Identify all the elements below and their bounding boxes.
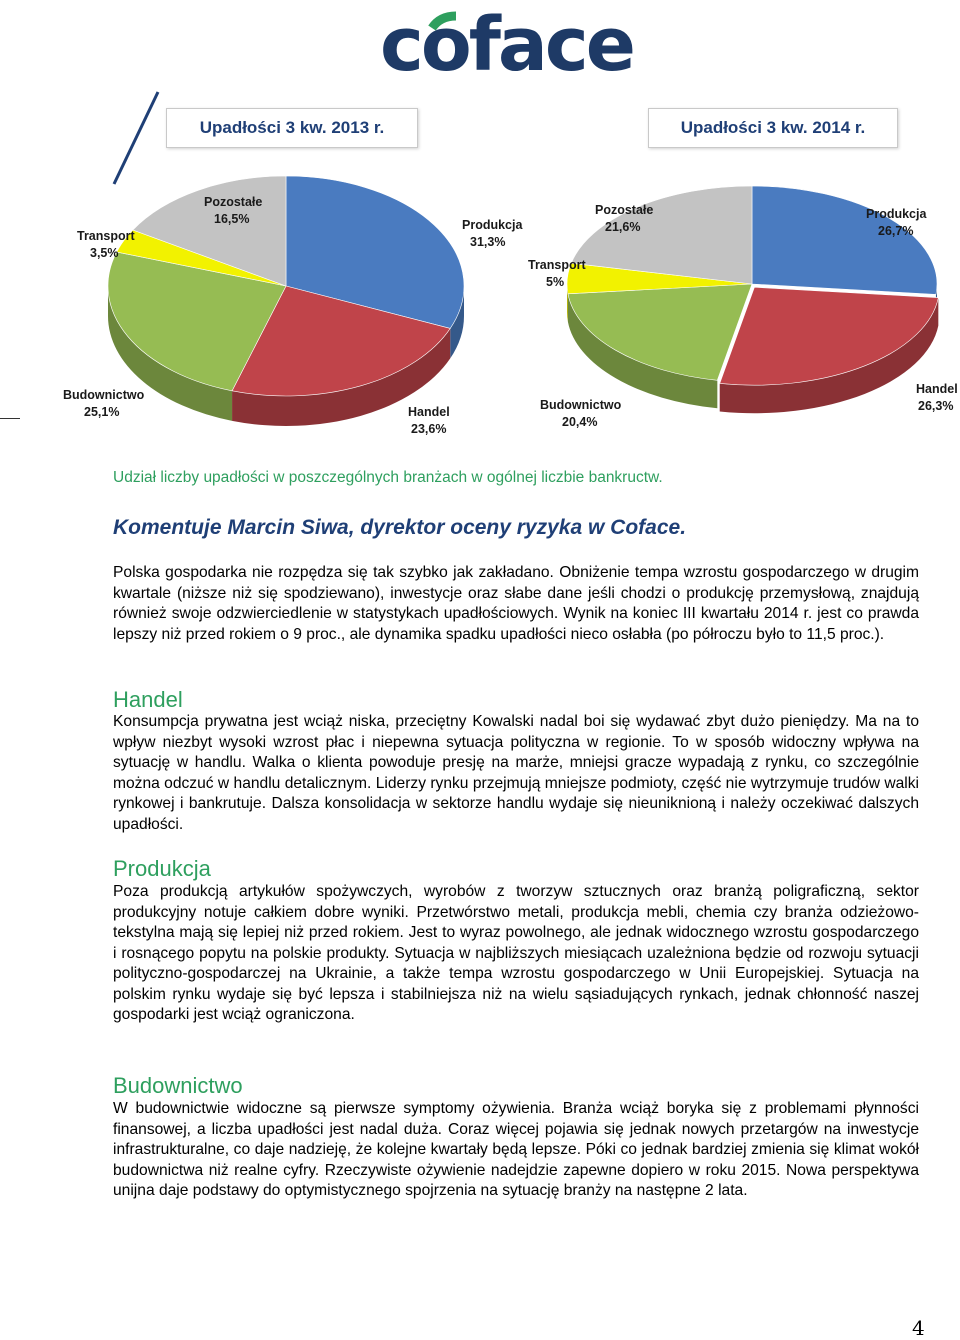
pie-chart-2014: [500, 196, 960, 438]
intro-paragraph: Polska gospodarka nie rozpędza się tak szybko jak zakładano. Obniżenie tempa wzrostu gospodarczego w drugim kwartale (niższe niż się spodziewano), inwestycje oraz słabe dane jeśli chodzi o produkcję przemysłową, znajdują również swoje odzwierciedlenie w statystykach upadłościowych. Wynik na koniec III kwartału 2014 r. jest co prawda lepszy niż przed rokiem o 9 proc., ale dynamika spadku upadłości nieco osłabła (po półroczu było to 11,5 proc.).: [113, 564, 919, 643]
heading-budownictwo: Budownictwo: [113, 1073, 243, 1098]
logo-text: coface: [380, 2, 633, 88]
comment-title: Komentuje Marcin Siwa, dyrektor oceny ryzyka w Coface.: [113, 516, 687, 539]
label-2013-handel-value: 23,6%: [411, 422, 447, 436]
chart-caption: Udział liczby upadłości w poszczególnych branżach w ogólnej liczbie bankructw.: [113, 469, 663, 486]
chart-title-2013: Upadłości 3 kw. 2013 r.: [166, 108, 418, 148]
pie-slice-2014-budownictwo: [568, 284, 752, 380]
label-2013-transport-value: 3,5%: [90, 246, 119, 260]
paragraph-handel: Konsumpcja prywatna jest wciąż niska, przeciętny Kowalski nadal boi się wydawać zbyt dużo pieniędzy. Ma na to wpływ niezbyt wysoki wzrost płac i niepewna sytuacja polityczna w regionie. To w sposób widoczny wpływa na sytuację w handlu. Walka o klienta powoduje presję na marże, mniejsi gracze wypadają z rynku, co szczególnie można odczuć w handlu detalicznym. Liderzy rynku przejmują mniejsze podmioty, część nie wytrzymuje trudów walki rynkowej i bankrutuje. Dalsza konsolidacja w sektorze handlu wydaje się nieuniknioną i należy oczekiwać dalszych upadłości.: [113, 713, 919, 833]
label-2014-handel-value: 26,3%: [918, 399, 954, 413]
label-2014-pozostale-value: 21,6%: [605, 220, 641, 234]
pie-chart-2013: [50, 188, 523, 438]
pie-slice-2014-produkcja: [752, 186, 937, 294]
heading-produkcja: Produkcja: [113, 856, 211, 881]
page-number: 4: [912, 1316, 925, 1340]
paragraph-produkcja: Poza produkcją artykułów spożywczych, wyrobów z tworzyw sztucznych oraz branżą poligraficzną, sektor produkcyjny notuje całkiem dobre wyniki. Przetwórstwo metali, produkcja mebli, chemia czy branża odzieżowo-tekstylna mają się lepiej niż przed rokiem. Jest to wyraz powolnego, ale jednak widocznego wzrostu gospodarczego i rosnącego popytu na polskie produkty. Sytuacja w najbliższych miesiącach uzależniona będzie od rozwoju sytuacji polityczno-gospodarczej na Ukrainie, a także tempa wzrostu gospodarczego w Unii Europejskiej. Sytuacja na polskim rynku wydaje się być lepsza i stabilniejsza niż na wielu sąsiadujących rynkach, jednak chłonność naszej gospodarki jest wciąż ograniczona.: [113, 883, 919, 1023]
label-2014-transport-value: 5%: [546, 275, 565, 289]
label-2014-budownictwo-name: Budownictwo: [540, 398, 622, 412]
label-2014-budownictwo-value: 20,4%: [562, 415, 598, 429]
label-2014-handel-name: Handel: [916, 382, 958, 396]
label-2013-pozostale-name: Pozostałe: [204, 195, 263, 209]
margin-mark: [0, 418, 20, 419]
label-2013-transport-name: Transport: [77, 229, 135, 243]
label-2014-produkcja-name: Produkcja: [866, 207, 927, 221]
paragraph-budownictwo: W budownictwie widoczne są pierwsze symptomy ożywienia. Branża wciąż boryka się z problemami płynności finansowej, a liczba upadłości jest nadal duża. Coraz więcej pojawia się jednak nowych przetargów na inwestycje infrastrukturalne, co daje nadzieję, że kolejne kwartały będą lepsze. Póki co jednak bardziej zmienia się klimat wokół budownictwa niż realne cyfry. Rzeczywiste ożywienie nadejdzie zapewne dopiero w roku 2015. Nowa perspektywa unijna daje podstawy do optymistycznego spojrzenia na sytuację branży na następne 2 lata.: [113, 1100, 919, 1199]
label-2013-pozostale-value: 16,5%: [214, 212, 250, 226]
label-2013-budownictwo-value: 25,1%: [84, 405, 120, 419]
label-2013-budownictwo-name: Budownictwo: [63, 388, 145, 402]
label-2014-produkcja-value: 26,7%: [878, 224, 914, 238]
label-2014-pozostale-name: Pozostałe: [595, 203, 654, 217]
label-2013-produkcja-name: Produkcja: [462, 218, 523, 232]
decorative-slash: [108, 90, 168, 186]
coface-logo: [380, 2, 650, 88]
label-2013-produkcja-value: 31,3%: [470, 235, 506, 249]
chart-title-2014: Upadłości 3 kw. 2014 r.: [648, 108, 898, 148]
heading-handel: Handel: [113, 687, 183, 712]
label-2014-transport-name: Transport: [528, 258, 586, 272]
label-2013-handel-name: Handel: [408, 405, 450, 419]
